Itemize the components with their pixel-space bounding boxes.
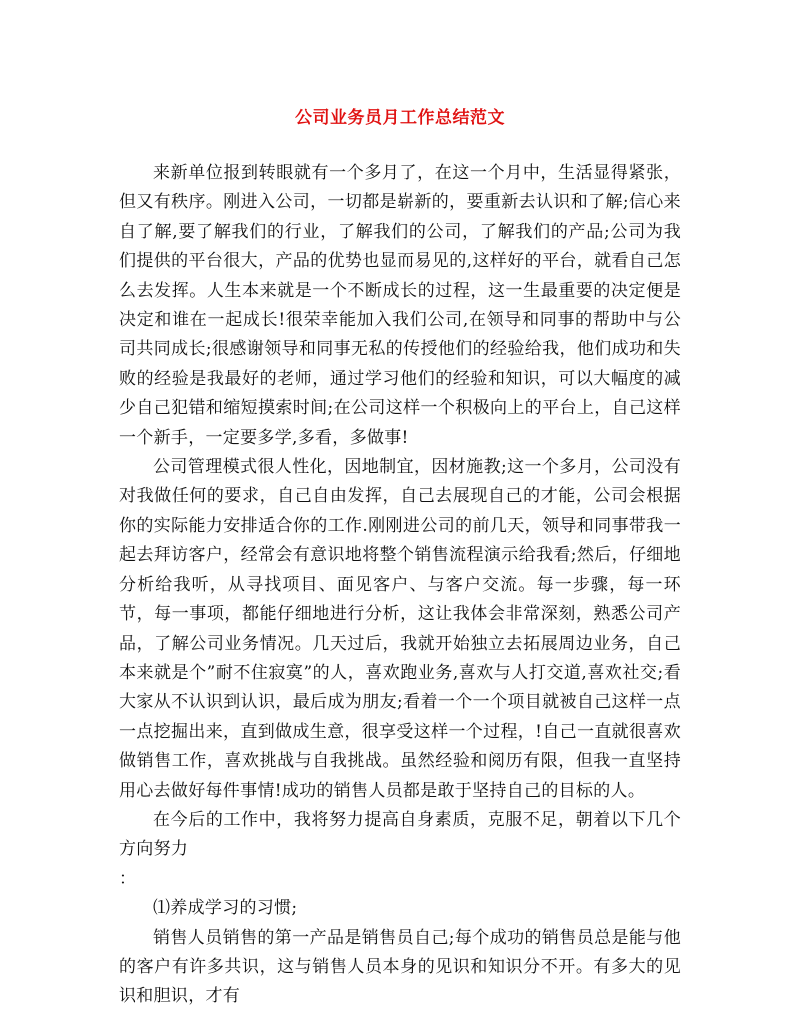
paragraph-colon: ： — [119, 868, 137, 889]
document-title: 公司业务员月工作总结范文 — [295, 108, 505, 128]
paragraph-salesperson: 销售人员销售的第一产品是销售员自己;每个成功的销售员总是能与他的客户有许多共识，这与销售人员本身的见识和知识分不开。有多大的见识和胆识，才有 — [119, 927, 681, 1007]
paragraph-future-work: 在今后的工作中，我将努力提高自身素质，克服不足，朝着以下几个方向努力 — [119, 809, 681, 860]
document-body — [119, 159, 681, 1012]
paragraph-intro: 来新单位报到转眼就有一个多月了，在这一个月中，生活显得紧张，但又有秩序。刚进入公司，一切都是崭新的，要重新去认识和了解;信心来自了解,要了解我们的行业，了解我们的公司，了解我们的产品;公司为我们提供的平台很大，产品的优势也显而易见的,这样好的平台，就看自己怎么去发挥。人生本来就是一个不断成长的过程，这一生最重要的决定便是决定和谁在一起成长!很荣幸能加入我们公司,在领导和同事的帮助中与公司共同成长;很感谢领导和同事无私的传授他们的经验给我，他们成功和失败的经验是我最好的老师，通过学习他们的经验和知识，可以大幅度的减少自己犯错和缩短摸索时间;在公司这样一个积极向上的平台上，自己这样一个新手，一定要多学,多看，多做事! — [119, 163, 681, 448]
list-item-learning-habit: ⑴养成学习的习惯; — [153, 898, 298, 919]
paragraph-management: 公司管理模式很人性化，因地制宜，因材施教;这一个多月，公司没有对我做任何的要求，自己自由发挥，自己去展现自己的才能，公司会根据你的实际能力安排适合你的工作.刚刚进公司的前几天，领导和同事带我一起去拜访客户，经常会有意识地将整个销售流程演示给我看;然后，仔细地分析给我听，从寻找项目、面见客户、与客户交流。每一步骤，每一环节，每一事项，都能仔细地进行分析，这让我体会非常深刻，熟悉公司产品，了解公司业务情况。几天过后，我就开始独立去拓展周边业务，自己本来就是个”耐不住寂寞”的人，喜欢跑业务,喜欢与人打交道,喜欢社交;看大家从不认识到认识，最后成为朋友;看着一个一个项目就被自己这样一点一点挖掘出来，直到做成生意，很享受这样一个过程，!自己一直就很喜欢做销售工作，喜欢挑战与自我挑战。虽然经验和阅历有限，但我一直坚持用心去做好每件事情!成功的销售人员都是敢于坚持自己的目标的人。 — [119, 457, 681, 801]
